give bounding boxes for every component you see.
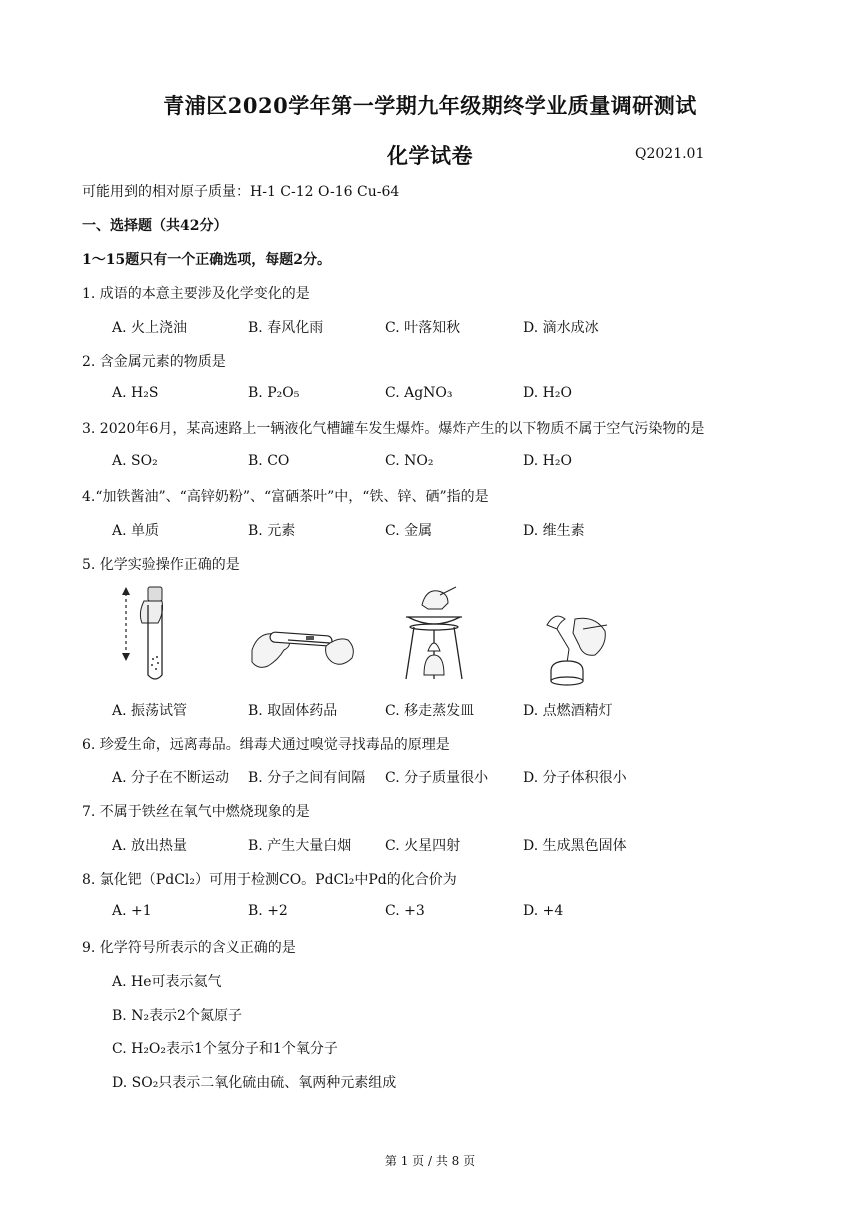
option-b: B. 取固体药品 — [248, 703, 338, 719]
question-stem: 1. 成语的本意主要涉及化学变化的是 — [82, 286, 310, 302]
option-c: C. 金属 — [385, 523, 433, 539]
option-d: D. H₂O — [523, 453, 572, 469]
option-c: C. AgNO₃ — [385, 385, 453, 401]
option-d: D. H₂O — [523, 385, 572, 401]
solid-reagent-figure — [248, 610, 358, 680]
option-c: C. +3 — [385, 903, 425, 919]
option-b: B. CO — [248, 453, 290, 469]
option-b: B. +2 — [248, 903, 288, 919]
option-a: A. +1 — [112, 903, 152, 919]
option-d: D. 分子体积很小 — [523, 770, 627, 786]
option-c: C. H₂O₂表示1个氢分子和1个氧分子 — [112, 1041, 338, 1057]
question-stem: 5. 化学实验操作正确的是 — [82, 557, 240, 573]
option-a: A. 火上浇油 — [112, 320, 188, 336]
atomic-mass-note: 可能用到的相对原子质量：H-1 C-12 O-16 Cu-64 — [82, 184, 400, 200]
option-a: A. He可表示氦气 — [112, 974, 222, 990]
option-d: D. SO₂只表示二氧化硫由硫、氧两种元素组成 — [112, 1075, 397, 1091]
option-a: A. 单质 — [112, 523, 160, 539]
question-stem: 2. 含金属元素的物质是 — [82, 354, 226, 370]
question-stem: 9. 化学符号所表示的含义正确的是 — [82, 940, 296, 956]
option-a: A. 分子在不断运动 — [112, 770, 230, 786]
page-number: 第 1 页 / 共 8 页 — [384, 1154, 476, 1168]
section-instruction: 1～15题只有一个正确选项，每题2分。 — [82, 252, 331, 268]
exam-title: 青浦区2020学年第一学期九年级期终学业质量调研测试 — [163, 93, 697, 118]
question-stem: 4.“加铁酱油”、“高锌奶粉”、“富硒茶叶”中，“铁、锌、硒”指的是 — [82, 489, 489, 505]
option-b: B. 产生大量白烟 — [248, 838, 352, 854]
question-stem: 8. 氯化钯（PdCl₂）可用于检测CO。PdCl₂中Pd的化合价为 — [82, 872, 457, 888]
evaporating-dish-figure — [400, 585, 470, 685]
option-d: D. 生成黑色固体 — [523, 838, 627, 854]
option-b: B. 春风化雨 — [248, 320, 324, 336]
option-b: B. 元素 — [248, 523, 296, 539]
question-stem: 7. 不属于铁丝在氧气中燃烧现象的是 — [82, 804, 310, 820]
option-d: D. 点燃酒精灯 — [523, 703, 613, 719]
option-b: B. 分子之间有间隔 — [248, 770, 366, 786]
section-heading: 一、选择题（共42分） — [82, 218, 228, 234]
option-d: D. +4 — [523, 903, 564, 919]
option-c: C. 叶落知秋 — [385, 320, 461, 336]
exam-code: Q2021.01 — [635, 146, 705, 162]
option-a: A. 振荡试管 — [112, 703, 188, 719]
shaking-test-tube-figure — [112, 583, 182, 683]
question-stem: 6. 珍爱生命，远离毒品。缉毒犬通过嗅觉寻找毒品的原理是 — [82, 737, 450, 753]
option-a: A. H₂S — [112, 385, 159, 401]
alcohol-lamp-figure — [535, 605, 615, 690]
option-d: D. 维生素 — [523, 523, 585, 539]
option-c: C. NO₂ — [385, 453, 434, 469]
option-a: A. 放出热量 — [112, 838, 188, 854]
option-c: C. 火星四射 — [385, 838, 461, 854]
option-d: D. 滴水成冰 — [523, 320, 599, 336]
option-b: B. P₂O₅ — [248, 385, 300, 401]
option-c: C. 分子质量很小 — [385, 770, 489, 786]
option-a: A. SO₂ — [112, 453, 158, 469]
question-stem: 3. 2020年6月，某高速路上一辆液化气槽罐车发生爆炸。爆炸产生的以下物质不属于空气污染物的是 — [82, 421, 705, 437]
option-c: C. 移走蒸发皿 — [385, 703, 475, 719]
exam-subtitle: 化学试卷 — [387, 143, 473, 168]
option-b: B. N₂表示2个氮原子 — [112, 1008, 242, 1024]
